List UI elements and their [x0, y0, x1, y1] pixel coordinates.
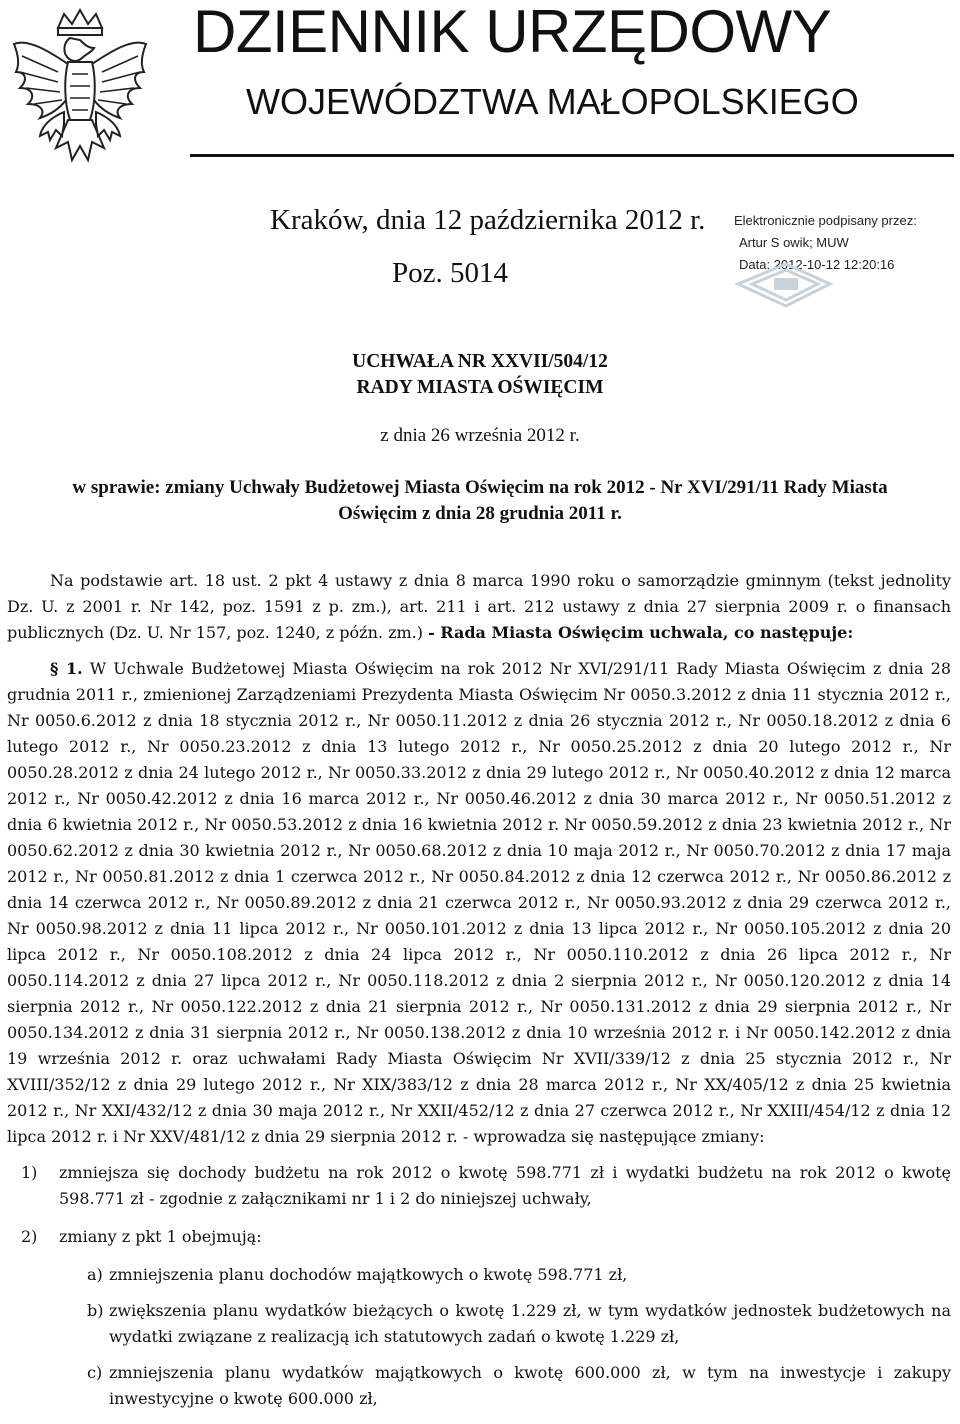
section-1-paragraph	[7, 656, 951, 1150]
masthead-divider	[190, 154, 954, 157]
masthead-title: DZIENNIK URZĘDOWY	[193, 0, 832, 65]
list-item-marker: 2)	[21, 1227, 38, 1246]
resolution-council: RADY MIASTA OŚWIĘCIM	[356, 377, 604, 398]
resolution-subject-line1: w sprawie: zmiany Uchwały Budżetowej Miasta Oświęcim na rok 2012 - Nr XVI/291/11 Rady Miasta	[72, 477, 888, 498]
resolution-title	[0, 349, 960, 401]
sublist-item	[59, 1262, 951, 1288]
masthead-subtitle: WOJEWÓDZTWA MAŁOPOLSKIEGO	[246, 81, 859, 122]
list-item-text: zmiany z pkt 1 obejmują:	[59, 1227, 262, 1246]
list-item	[7, 1160, 951, 1212]
section-1-text: W Uchwale Budżetowej Miasta Oświęcim na rok 2012 Nr XVI/291/11 Rady Miasta Oświęcim z dnia 28 grudnia 2011 r., zmienionej Zarządzeniami Prezydenta Miasta Oświęcim Nr 0050.3.2012 z dnia 11 stycznia 2012 r., Nr 0050.6.2012 z dnia 18 stycznia 2012 r., Nr 0050.11.2012 z dnia 26 stycznia 2012 r., Nr 0050.18.2012 z dnia 6 lutego 2012 r., Nr 0050.23.2012 z dnia 13 lutego 2012 r., Nr 0050.25.2012 z dnia 20 lutego 2012 r., Nr 0050.28.2012 z dnia 24 lutego 2012 r., Nr 0050.33.2012 z dnia 29 lutego 2012 r., Nr 0050.40.2012 z dnia 12 marca 2012 r., Nr 0050.42.2012 z dnia 16 marca 2012 r., Nr 0050.46.2012 z dnia 30 marca 2012 r., Nr 0050.51.2012 z dnia 6 kwietnia 2012 r., Nr 0050.53.2012 z dnia 16 kwietnia 2012 r. Nr 0050.59.2012 z dnia 23 kwietnia 2012 r., Nr 0050.62.2012 z dnia 30 kwietnia 2012 r., Nr 0050.68.2012 z dnia 10 maja 2012 r., Nr 0050.70.2012 z dnia 17 maja 2012 r., Nr 0050.81.2012 z dnia 1 czerwca 2012 r., Nr 0050.84.2012 z dnia 12 czerwca 2012 r., Nr 0050.86.2012 z dnia 14 czerwca 2012 r., Nr 0050.89.2012 z dnia 21 czerwca 2012 r., Nr 0050.93.2012 z dnia 29 czerwca 2012 r., Nr 0050.98.2012 z dnia 11 lipca 2012 r., Nr 0050.101.2012 z dnia 13 lipca 2012 r., Nr 0050.105.2012 z dnia 20 lipca 2012 r., Nr 0050.108.2012 z dnia 24 lipca 2012 r., Nr 0050.110.2012 z dnia 26 lipca 2012 r., Nr 0050.114.2012 z dnia 27 lipca 2012 r., Nr 0050.118.2012 z dnia 2 sierpnia 2012 r., Nr 0050.120.2012 z dnia 14 sierpnia 2012 r., Nr 0050.122.2012 z dnia 21 sierpnia 2012 r., Nr 0050.131.2012 z dnia 29 sierpnia 2012 r., Nr 0050.134.2012 z dnia 31 sierpnia 2012 r., Nr 0050.138.2012 z dnia 10 września 2012 r. i Nr 0050.142.2012 z dnia 19 września 2012 r. oraz uchwałami Rady Miasta Oświęcim Nr XVII/339/12 z dnia 25 stycznia 2012 r., Nr XVIII/352/12 z dnia 29 lutego 2012 r., Nr XIX/383/12 z dnia 28 marca 2012 r., Nr XX/405/12 z dnia 25 kwietnia 2012 r., Nr XXI/432/12 z dnia 30 maja 2012 r., Nr XXII/452/12 z dnia 27 czerwca 2012 r., Nr XXIII/454/12 z dnia 12 lipca 2012 r. i Nr XXV/481/12 z dnia 29 sierpnia 2012 r. - wprowadza się następujące zmiany:	[7, 659, 952, 1146]
sublist-item-marker: a)	[87, 1265, 103, 1284]
list-item-marker: 1)	[21, 1163, 38, 1182]
legal-basis-text: Na podstawie art. 18 ust. 2 pkt 4 ustawy z dnia 8 marca 1990 roku o samorządzie gminnym (tekst jednolity Dz. U. z 2001 r. Nr 142, poz. 1591 z p. zm.), art. 211 i art. 212 ustawy z dnia 27 sierpnia 2009 r. o finansach publicznych (Dz. U. Nr 157, poz. 1240, z późn. zm.)	[7, 571, 951, 642]
sublist-item-marker: c)	[87, 1363, 103, 1382]
sublist-item-text: zmniejszenia planu dochodów majątkowych o kwotę 598.771 zł,	[109, 1265, 628, 1284]
sublist-item-text: zmniejszenia planu wydatków majątkowych o kwotę 600.000 zł, w tym na inwestycje i zakupy inwestycyjne o kwotę 600.000 zł,	[109, 1363, 951, 1408]
signature-seal-icon	[734, 262, 834, 308]
sublist-item-text: zwiększenia planu wydatków bieżących o kwotę 1.229 zł, w tym wydatków jednostek budżetowych na wydatki związane z realizacją ich statutowych zadań o kwotę 1.229 zł,	[109, 1301, 951, 1346]
signature-date: Data: 2012-10-12 12:20:16	[739, 257, 895, 272]
sublist-item-marker: b)	[87, 1301, 104, 1320]
resolution-subject-line2: Oświęcim z dnia 28 grudnia 2011 r.	[338, 503, 622, 524]
sublist-item	[59, 1298, 951, 1350]
signature-signer: Artur S owik; MUW	[739, 235, 849, 250]
legal-basis-resolve: - Rada Miasta Oświęcim uchwala, co następuje:	[428, 623, 854, 642]
issue-place-date: Kraków, dnia 12 października 2012 r.	[270, 204, 706, 236]
resolution-subject	[0, 475, 960, 527]
section-1-label: § 1.	[50, 659, 83, 678]
issue-position: Poz. 5014	[392, 257, 508, 289]
eagle-emblem-icon	[6, 8, 154, 174]
signature-label: Elektronicznie podpisany przez:	[734, 213, 917, 228]
list-item	[7, 1224, 951, 1412]
changes-list	[7, 1160, 951, 1412]
document-body	[7, 568, 951, 1424]
legal-basis-paragraph	[7, 568, 951, 646]
sublist-item	[59, 1360, 951, 1412]
list-item-text: zmniejsza się dochody budżetu na rok 2012 o kwotę 598.771 zł i wydatki budżetu na rok 2012 o kwotę 598.771 zł - zgodnie z załącznikami nr 1 i 2 do niniejszej uchwały,	[59, 1163, 951, 1208]
resolution-date: z dnia 26 września 2012 r.	[380, 425, 580, 446]
resolution-number: UCHWAŁA NR XXVII/504/12	[352, 351, 608, 372]
